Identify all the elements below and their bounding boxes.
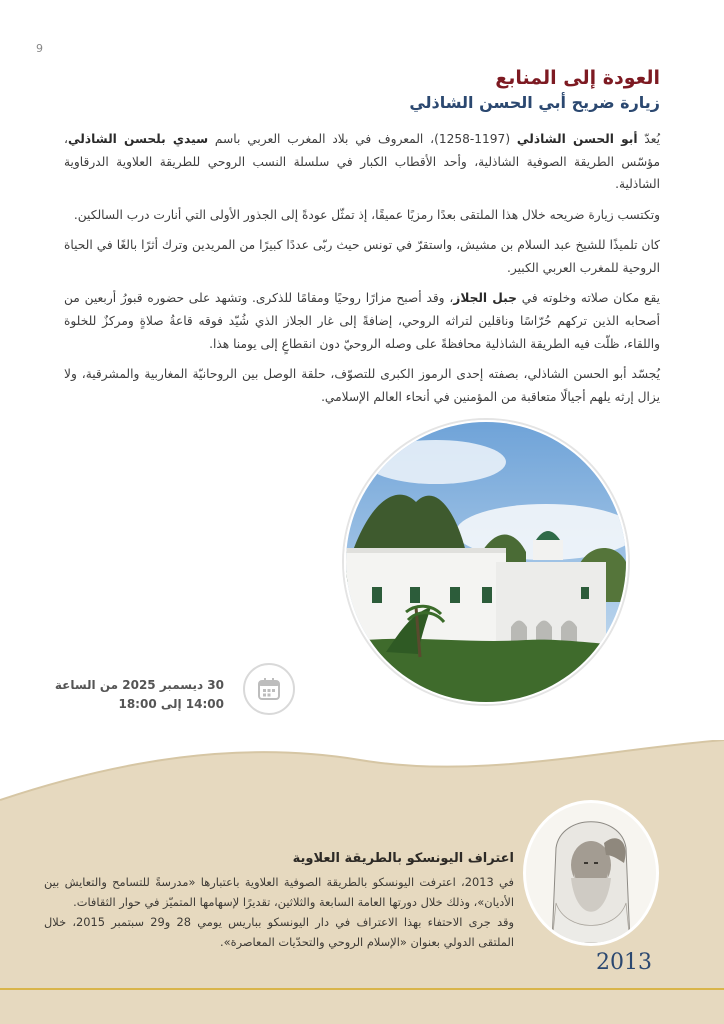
p4-bold-place: جبل الجلاز — [453, 291, 517, 306]
paragraph-5: يُجسّد أبو الحسن الشاذلي، بصفته إحدى الرموز الكبرى للتصوّف، حلقة الوصل بين الروحانيّة المغاربية والمشرقية، ولا يزال إرثه يلهم أجيالًا متعاقبة من المؤمنين في أنحاء العالم الإسلامي. — [64, 367, 660, 404]
paragraph-2: وتكتسب زيارة ضريحه خلال هذا الملتقى بعدًا رمزيًا عميقًا، إذ تمثّل عودةً إلى الجذور الأولى التي أنارت درب السالكين. — [73, 207, 660, 222]
calendar-icon — [256, 676, 282, 702]
p1-bold-alias: سيدي بلحسن الشاذلي — [67, 132, 209, 146]
article-body — [64, 128, 660, 416]
paragraph-4 — [64, 287, 660, 355]
gold-divider — [0, 988, 724, 990]
unesco-paragraph-1: في 2013، اعترفت اليونسكو بالطريقة الصوفية العلاوية باعتبارها «مدرسةً للتسامح والتعايش بين الأديان»، وذلك خلال دورتها العامة السابعة والثلاثين، تقديرًا لإسهامها المتميّز في حوار الثقافات. — [44, 874, 514, 909]
p1-text-c: (1197-1258)، المعروف في بلاد المغرب العربي باسم — [208, 132, 517, 146]
paragraph-3: كان تلميذًا للشيخ عبد السلام بن مشيش، واستقرّ في تونس حيث ربّى عددًا كبيرًا من المريدين وترك أثرًا بالغًا في الحياة الروحية للمغرب العربي الكبير. — [64, 238, 660, 275]
page-title: العودة إلى المنابع — [495, 67, 660, 89]
title-block — [409, 66, 660, 114]
p4-text-c: ، وقد أصبح مزارًا روحيًا ومقامًا للذكرى. وتشهد على حضوره قبورُ أربعين من أصحابه الذين تركهم حُرّاسًا وناقلين لتراثه الروحي، إضافةً إلى غار الجلاز الذي شُيّد فوقه قاعةُ صلاةٍ ومركزٌ للخلوة واللقاء، ظلّت فيه الطريقة الشاذلية محافظةً على وصله الروحيّ دون انقطاعٍ إلى يومنا هذا. — [64, 291, 660, 351]
paragraph-1 — [64, 128, 660, 196]
event-datetime — [55, 676, 224, 713]
shrine-photo — [344, 420, 628, 704]
p1-text-e: ، مؤسّس الطريقة الصوفية الشاذلية، وأحد الأقطاب الكبار في سلسلة النسب الروحي للطريقة العلاوية الدرقاوية الشاذلية. — [64, 132, 660, 192]
page-subtitle: زيارة ضريح أبي الحسن الشاذلي — [409, 92, 660, 112]
p4-text-a: يقع مكان صلاته وخلوته في — [516, 291, 661, 306]
unesco-section — [44, 848, 514, 953]
event-date: 30 ديسمبر 2025 من الساعة — [54, 678, 224, 692]
p1-bold-name: أبو الحسن الشاذلي — [516, 132, 638, 146]
sheikh-portrait — [523, 800, 659, 946]
page-number: 9 — [36, 42, 43, 55]
event-time: 14:00 إلى 18:00 — [118, 696, 224, 711]
p1-text-a: يُعدّ — [637, 132, 660, 146]
calendar-badge — [243, 663, 295, 715]
unesco-paragraph-2: وقد جرى الاحتفاء بهذا الاعتراف في دار اليونسكو بباريس يومي 28 و29 سبتمبر 2015، خلال الملتقى الدولي بعنوان «الإسلام الروحي والتحدّيات المعاصرة». — [44, 914, 515, 949]
year-label: 2013 — [596, 950, 652, 975]
unesco-heading: اعتراف اليونسكو بالطريقة العلاوية — [292, 851, 514, 866]
